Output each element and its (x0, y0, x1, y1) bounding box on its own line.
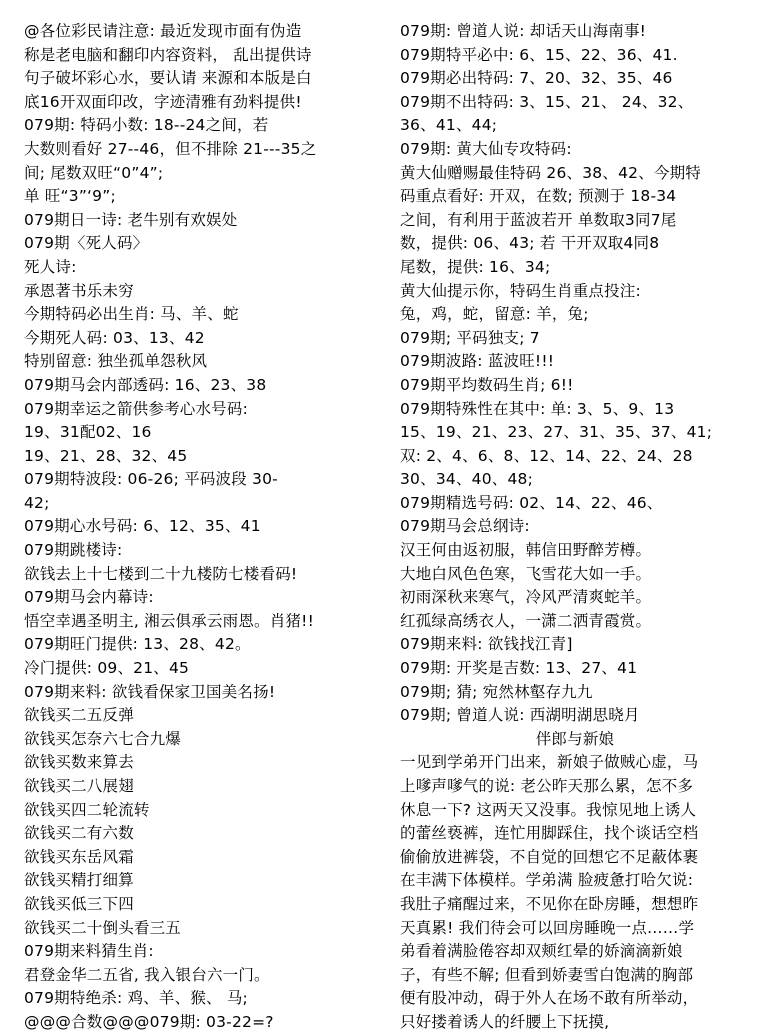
right-column-line: 079期; 猜; 宛然林壑存九九 (400, 682, 593, 701)
left-column-line: 今期特码必出生肖: 马、羊、蛇 (24, 305, 239, 324)
right-column-line: 之间，有利用于蓝波若开 单数取3同7尾 (400, 210, 677, 229)
right-column-line: 只好搂着诱人的纤腰上下抚摸, (400, 1012, 610, 1031)
left-column-line: @各位彩民请注意: 最近发现市面有伪造 (24, 22, 302, 40)
right-column-line: 兔，鸡，蛇，留意: 羊，兔; (400, 305, 589, 324)
right-column-line: 黄大仙赠赐最佳特码 26、38、42、今期特 (400, 163, 701, 182)
left-column-line: 承恩著书乐未穷 (24, 281, 134, 300)
left-column-line: 079期幸运之箭供参考心水号码: (24, 399, 249, 418)
left-column (24, 20, 390, 1035)
right-column-line: 30、34、40、48; (400, 470, 534, 489)
left-column-line: 欲钱买二有六数 (24, 824, 134, 843)
left-column-line: 欲钱买怎奈六七合九爆 (24, 729, 182, 748)
right-column-line: 休息一下? 这两天又没事。我惊见地上诱人 (400, 800, 697, 819)
right-column-line: 079期精选号码: 02、14、22、46、 (400, 493, 663, 512)
story-title: 伴郎与新娘 (535, 729, 615, 748)
right-column-line: 079期必出特码: 7、20、32、35、46 (400, 69, 673, 88)
left-column-line: 欲钱买数来算去 (24, 753, 134, 772)
right-column-line: 079期; 平码独支; 7 (400, 328, 540, 347)
left-column-line: 079期来料猜生肖: (24, 942, 154, 961)
right-column-line: 偷偷放进裤袋，不自觉的回想它不足蔽体裹 (400, 847, 699, 866)
right-column-line: 的蕾丝亵裤，连忙用脚踩住，找个谈话空档 (400, 824, 699, 843)
right-column-line: 大地白风色色寒，飞雪花大如一手。 (400, 564, 652, 583)
right-column-line: 079期: 开奖是吉数: 13、27、41 (400, 659, 638, 678)
left-column-line: 单 旺“3”‘9”; (24, 187, 116, 206)
left-column-line: 句子破坏彩心水，要认请 来源和本版是白 (24, 69, 312, 88)
left-column-line: 悟空幸遇圣明主, 湘云俱承云雨恩。肖猪!! (24, 611, 314, 630)
right-column-line: 36、41、44; (400, 116, 498, 135)
right-column-line: 天真累! 我们待会可以回房睡晚一点……学 (400, 918, 695, 937)
right-column-line: 079期平均数码生肖; 6!! (400, 375, 574, 394)
left-column-line: 称是老电脑和翻印内容资料， 乱出提供诗 (24, 45, 312, 64)
left-column-line: 079期特波段: 06-26; 平码波段 30- (24, 470, 278, 489)
left-column-line: 特别留意: 独坐孤单怨秋风 (24, 352, 208, 371)
left-column-line: 079期旺门提供: 13、28、42。 (24, 635, 251, 654)
right-column-line: 红孤绿高绣衣人，一潇二洒青霞赏。 (400, 611, 652, 630)
right-column-line: 子，有些不解; 但看到娇妻雪白饱满的胸部 (400, 965, 694, 984)
left-column-line: 今期死人码: 03、13、42 (24, 328, 205, 347)
right-column-line: 079期不出特码: 3、15、21、 24、32、 (400, 92, 694, 111)
right-column-line: 尾数，提供: 16、34; (400, 257, 551, 276)
left-column-line: 间; 尾数双旺“0”4”; (24, 163, 164, 182)
right-column-line: 一见到学弟开门出来，新娘子做贼心虚，马 (400, 753, 699, 772)
left-column-line: 42; (24, 493, 50, 512)
right-column-line: 079期; 曾道人说: 西湖明湖思晓月 (400, 706, 640, 725)
right-column-line: 079期: 黄大仙专攻特码: (400, 139, 572, 158)
right-column-line: 黄大仙提示你，特码生肖重点投注: (400, 281, 641, 300)
left-column-line: 欲钱买二五反弹 (24, 706, 134, 725)
left-column-line: 冷门提供: 09、21、45 (24, 659, 190, 678)
left-column-line: @@@合数@@@079期: 03-22=? (24, 1012, 274, 1031)
left-column-line: 欲钱买二十倒头看三五 (24, 918, 182, 937)
right-column-line: 15、19、21、23、27、31、35、37、41; (400, 423, 713, 442)
right-column-line: 079期波路: 蓝波旺!!! (400, 352, 555, 371)
right-column-line: 弟看着满脸倦容却双颊红晕的娇滴滴新娘 (400, 942, 683, 961)
left-column-line: 欲钱买精打细算 (24, 871, 134, 890)
right-column-line: 数，提供: 06、43; 若 干开双取4同8 (400, 234, 660, 253)
right-column-line: 我肚子痛醒过来，不见你在卧房睡，想想昨 (400, 894, 699, 913)
right-column (400, 20, 750, 1035)
left-column-line: 079期〈死人码〉 (24, 234, 149, 253)
right-column-line: 079期特殊性在其中: 单: 3、5、9、13 (400, 399, 675, 418)
left-column-line: 079期心水号码: 6、12、35、41 (24, 517, 261, 536)
left-column-line: 欲钱买低三下四 (24, 894, 134, 913)
left-column-line: 19、21、28、32、45 (24, 446, 188, 465)
left-column-line: 079期日一诗: 老牛别有欢娱处 (24, 210, 238, 229)
right-column-line: 079期马会总纲诗: (400, 517, 530, 536)
left-column-line: 欲钱买二八展翅 (24, 777, 134, 795)
left-column-line: 079期马会内幕诗: (24, 588, 154, 607)
left-column-line: 大数则看好 27--46，但不排除 21---35之 (24, 139, 317, 158)
right-column-line: 码重点看好: 开双，在数; 预测于 18-34 (400, 187, 677, 206)
left-column-line: 欲钱买东岳风霜 (24, 847, 134, 866)
left-column-line: 欲钱去上十七楼到二十九楼防七楼看码! (24, 564, 298, 583)
left-column-line: 079期马会内部透码: 16、23、38 (24, 375, 267, 394)
left-column-line: 079期特绝杀: 鸡、羊、猴、 马; (24, 989, 248, 1008)
right-column-line: 079期: 曾道人说: 却话天山海南事! (400, 22, 647, 40)
right-column-line: 便有股冲动，碍于外人在场不敢有所举动， (400, 989, 699, 1008)
right-column-line: 在丰满下体模样。学弟满 脸疲惫打哈欠说: (400, 871, 694, 890)
right-column-line: 079期来料: 欲钱找江青] (400, 635, 573, 654)
left-column-line: 079期跳楼诗: (24, 541, 123, 560)
left-column-line: 死人诗: (24, 257, 77, 276)
right-column-line: 汉王何由返初服，韩信田野醉芳樽。 (400, 541, 652, 560)
right-column-line: 双: 2、4、6、8、12、14、22、24、28 (400, 446, 693, 465)
right-column-line: 初雨深秋来寒气，冷风严清爽蛇羊。 (400, 588, 652, 607)
left-column-line: 底16开双面印改，字迹清雅有劲料提供! (24, 92, 302, 111)
left-column-line: 079期来料: 欲钱看保家卫国美名扬! (24, 682, 276, 701)
left-column-line: 君登金华二五省, 我入银台六一门。 (24, 965, 270, 984)
right-column-line: 上嗲声嗲气的说: 老公昨天那么累，怎不多 (400, 777, 694, 795)
left-column-line: 欲钱买四二轮流转 (24, 800, 150, 819)
left-column-line: 079期: 特码小数: 18--24之间，若 (24, 116, 269, 135)
right-column-line: 079期特平必中: 6、15、22、36、41. (400, 45, 678, 64)
left-column-line: 19、31配02、16 (24, 423, 152, 442)
